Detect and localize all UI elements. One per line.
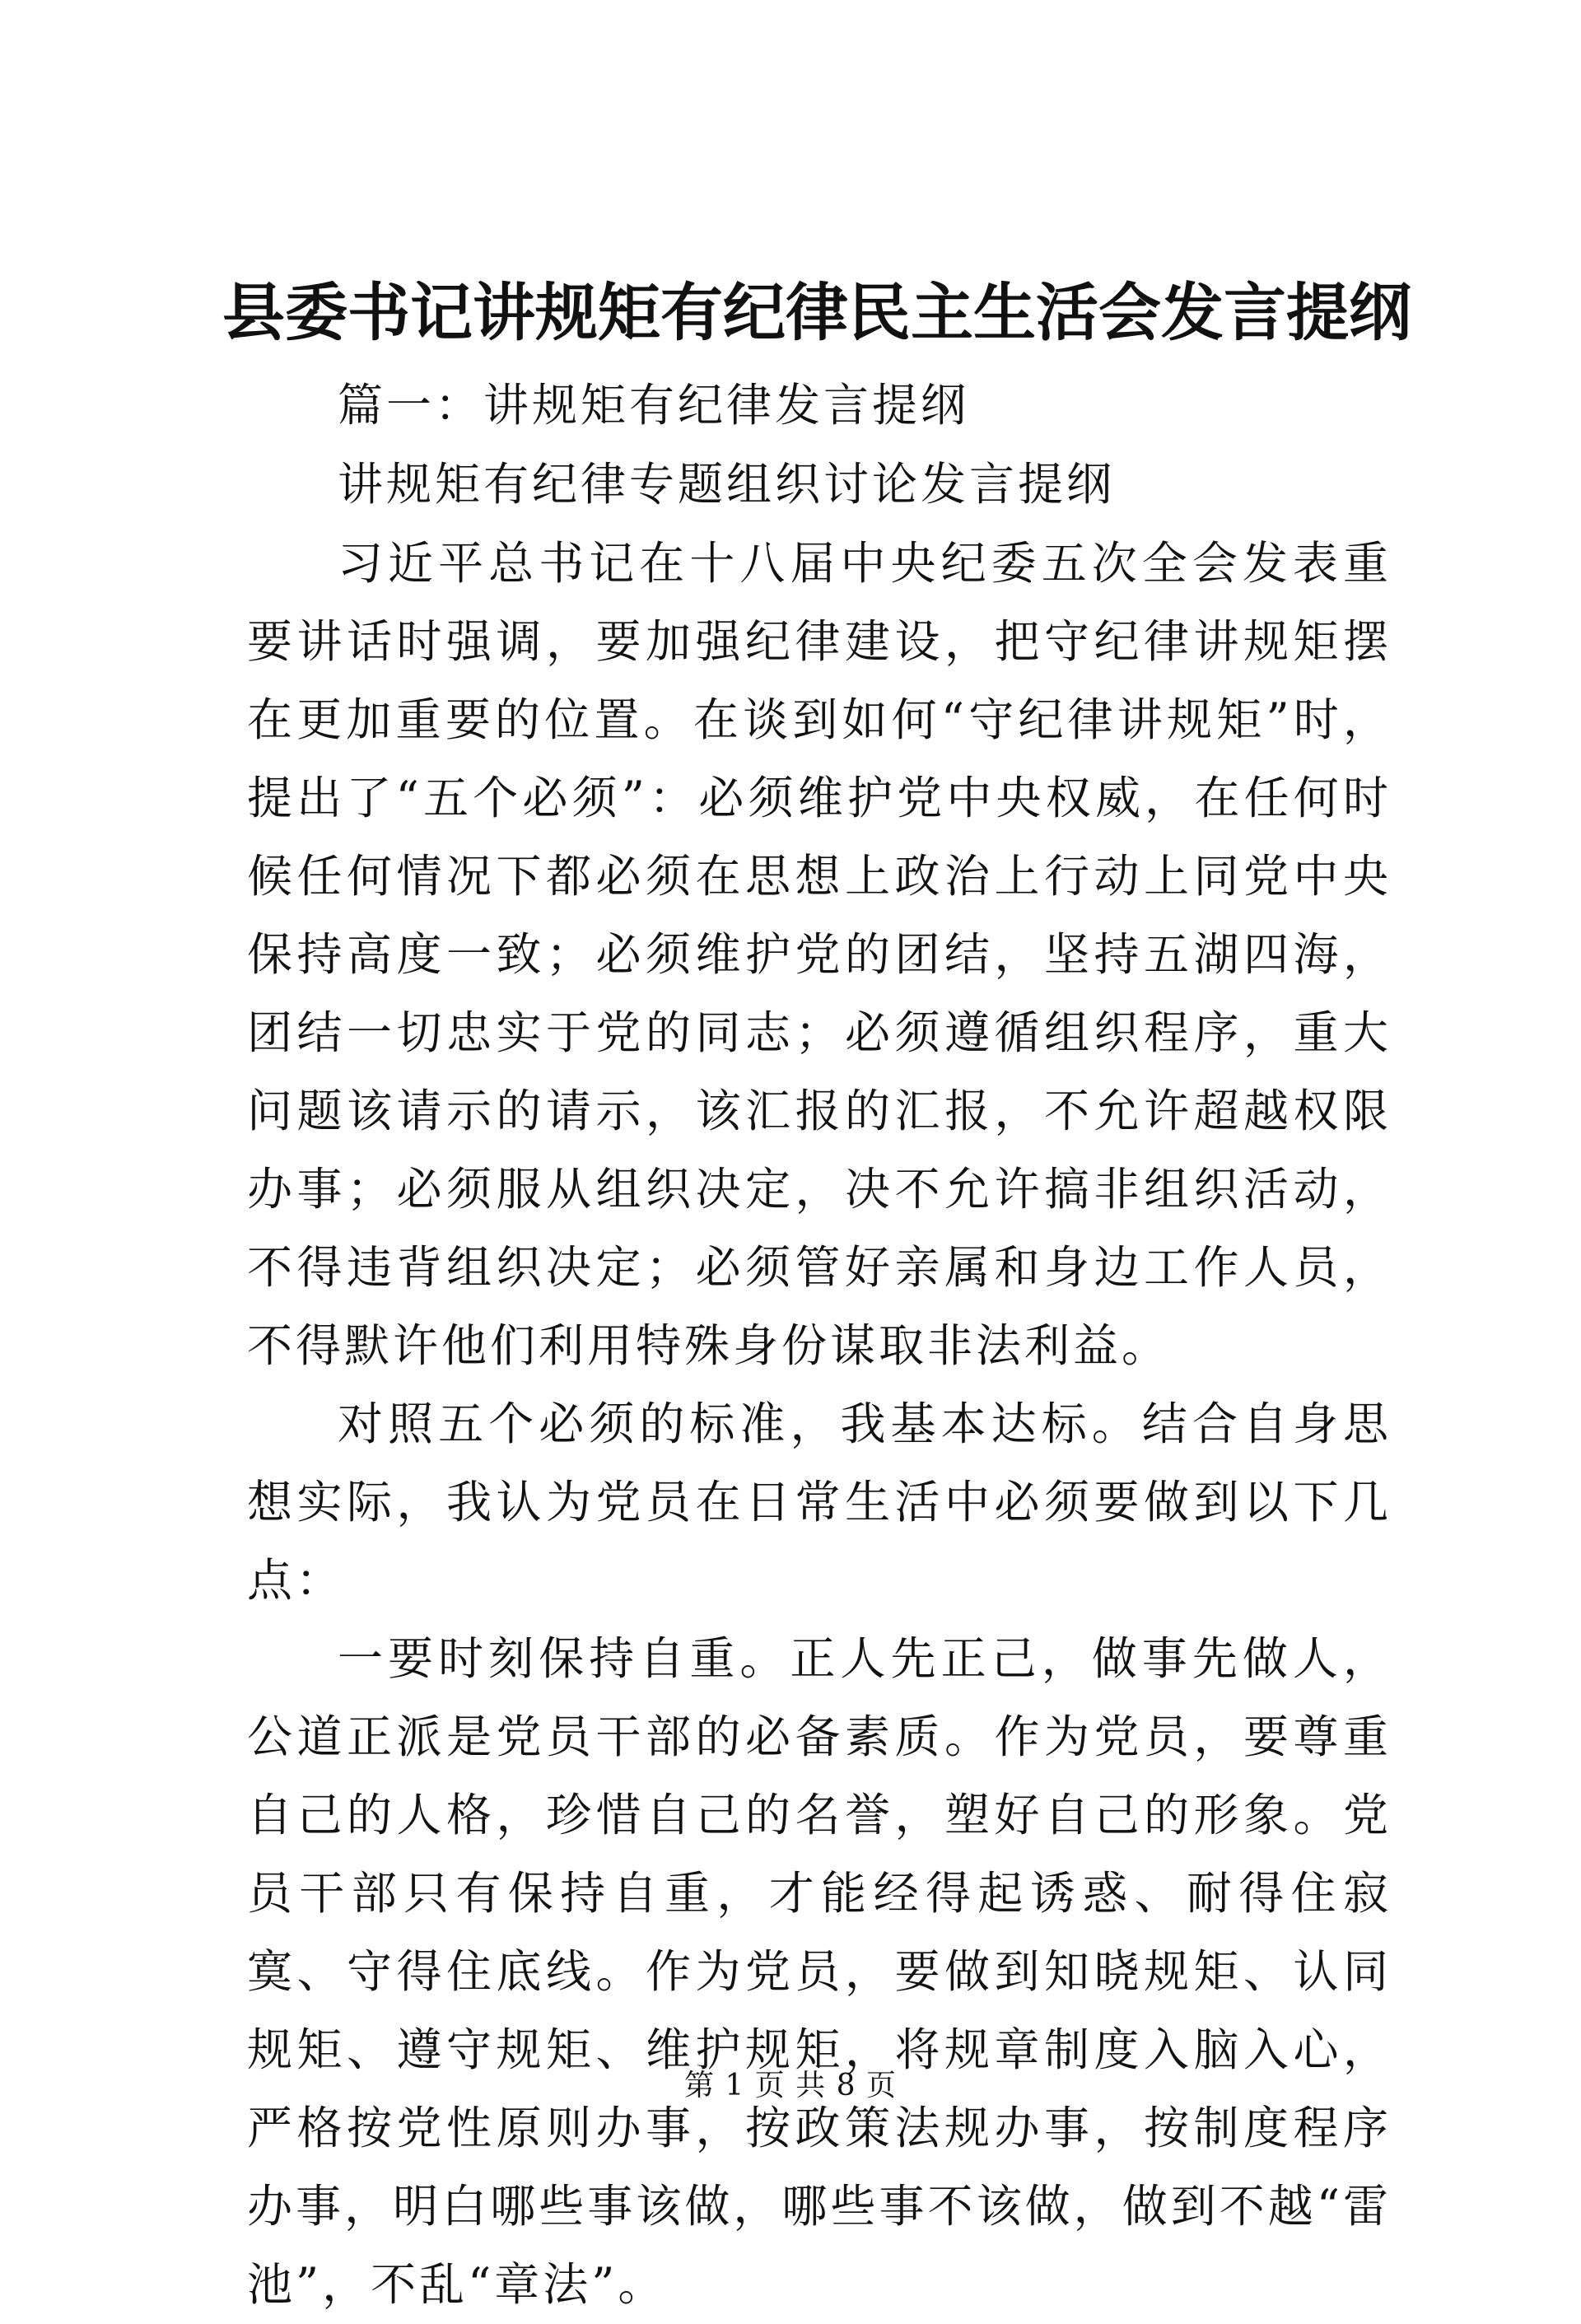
document-subtitle: 讲规矩有纪律专题组织讨论发言提纲 xyxy=(338,458,1116,511)
document-title: 县委书记讲规矩有纪律民主生活会发言提纲 xyxy=(222,276,1411,349)
body-paragraph: 习近平总书记在十八届中央纪委五次全会发表重要讲话时强调，要加强纪律建设，把守纪律讲规矩摆在更加重要的位置。在谈到如何“守纪律讲规矩”时，提出了“五个必须”：必须维护党中央权威，在任何时候任何情况下都必须在思想上政治上行动上同党中央保持高度一致；必须维护党的团结，坚持五湖四海，团结一切忠实于党的同志；必须遵循组织程序，重大问题该请示的请示，该汇报的汇报，不允许超越权限办事；必须服从组织决定，决不允许搞非组织活动，不得违背组织决定；必须管好亲属和身边工作人员，不得默许他们利用特殊身份谋取非法利益。 xyxy=(247,537,1392,1372)
body-paragraph: 对照五个必须的标准，我基本达标。结合自身思想实际，我认为党员在日常生活中必须要做到以下几点： xyxy=(247,1398,1392,1607)
section-heading: 篇一：讲规矩有纪律发言提纲 xyxy=(338,379,970,432)
document-body xyxy=(247,366,1392,2324)
body-paragraph: 一要时刻保持自重。正人先正己，做事先做人，公道正派是党员干部的必备素质。作为党员，要尊重自己的人格，珍惜自己的名誉，塑好自己的形象。党员干部只有保持自重，才能经得起诱惑、耐得住寂寞、守得住底线。作为党员，要做到知晓规矩、认同规矩、遵守规矩、维护规矩，将规章制度入脑入心，严格按党性原则办事，按政策法规办事，按制度程序办事，明白哪些事该做，哪些事不该做，做到不越“雷池”，不乱“章法”。 xyxy=(247,1632,1392,2311)
page-footer: 第 1 页 共 8 页 xyxy=(683,2069,898,2102)
